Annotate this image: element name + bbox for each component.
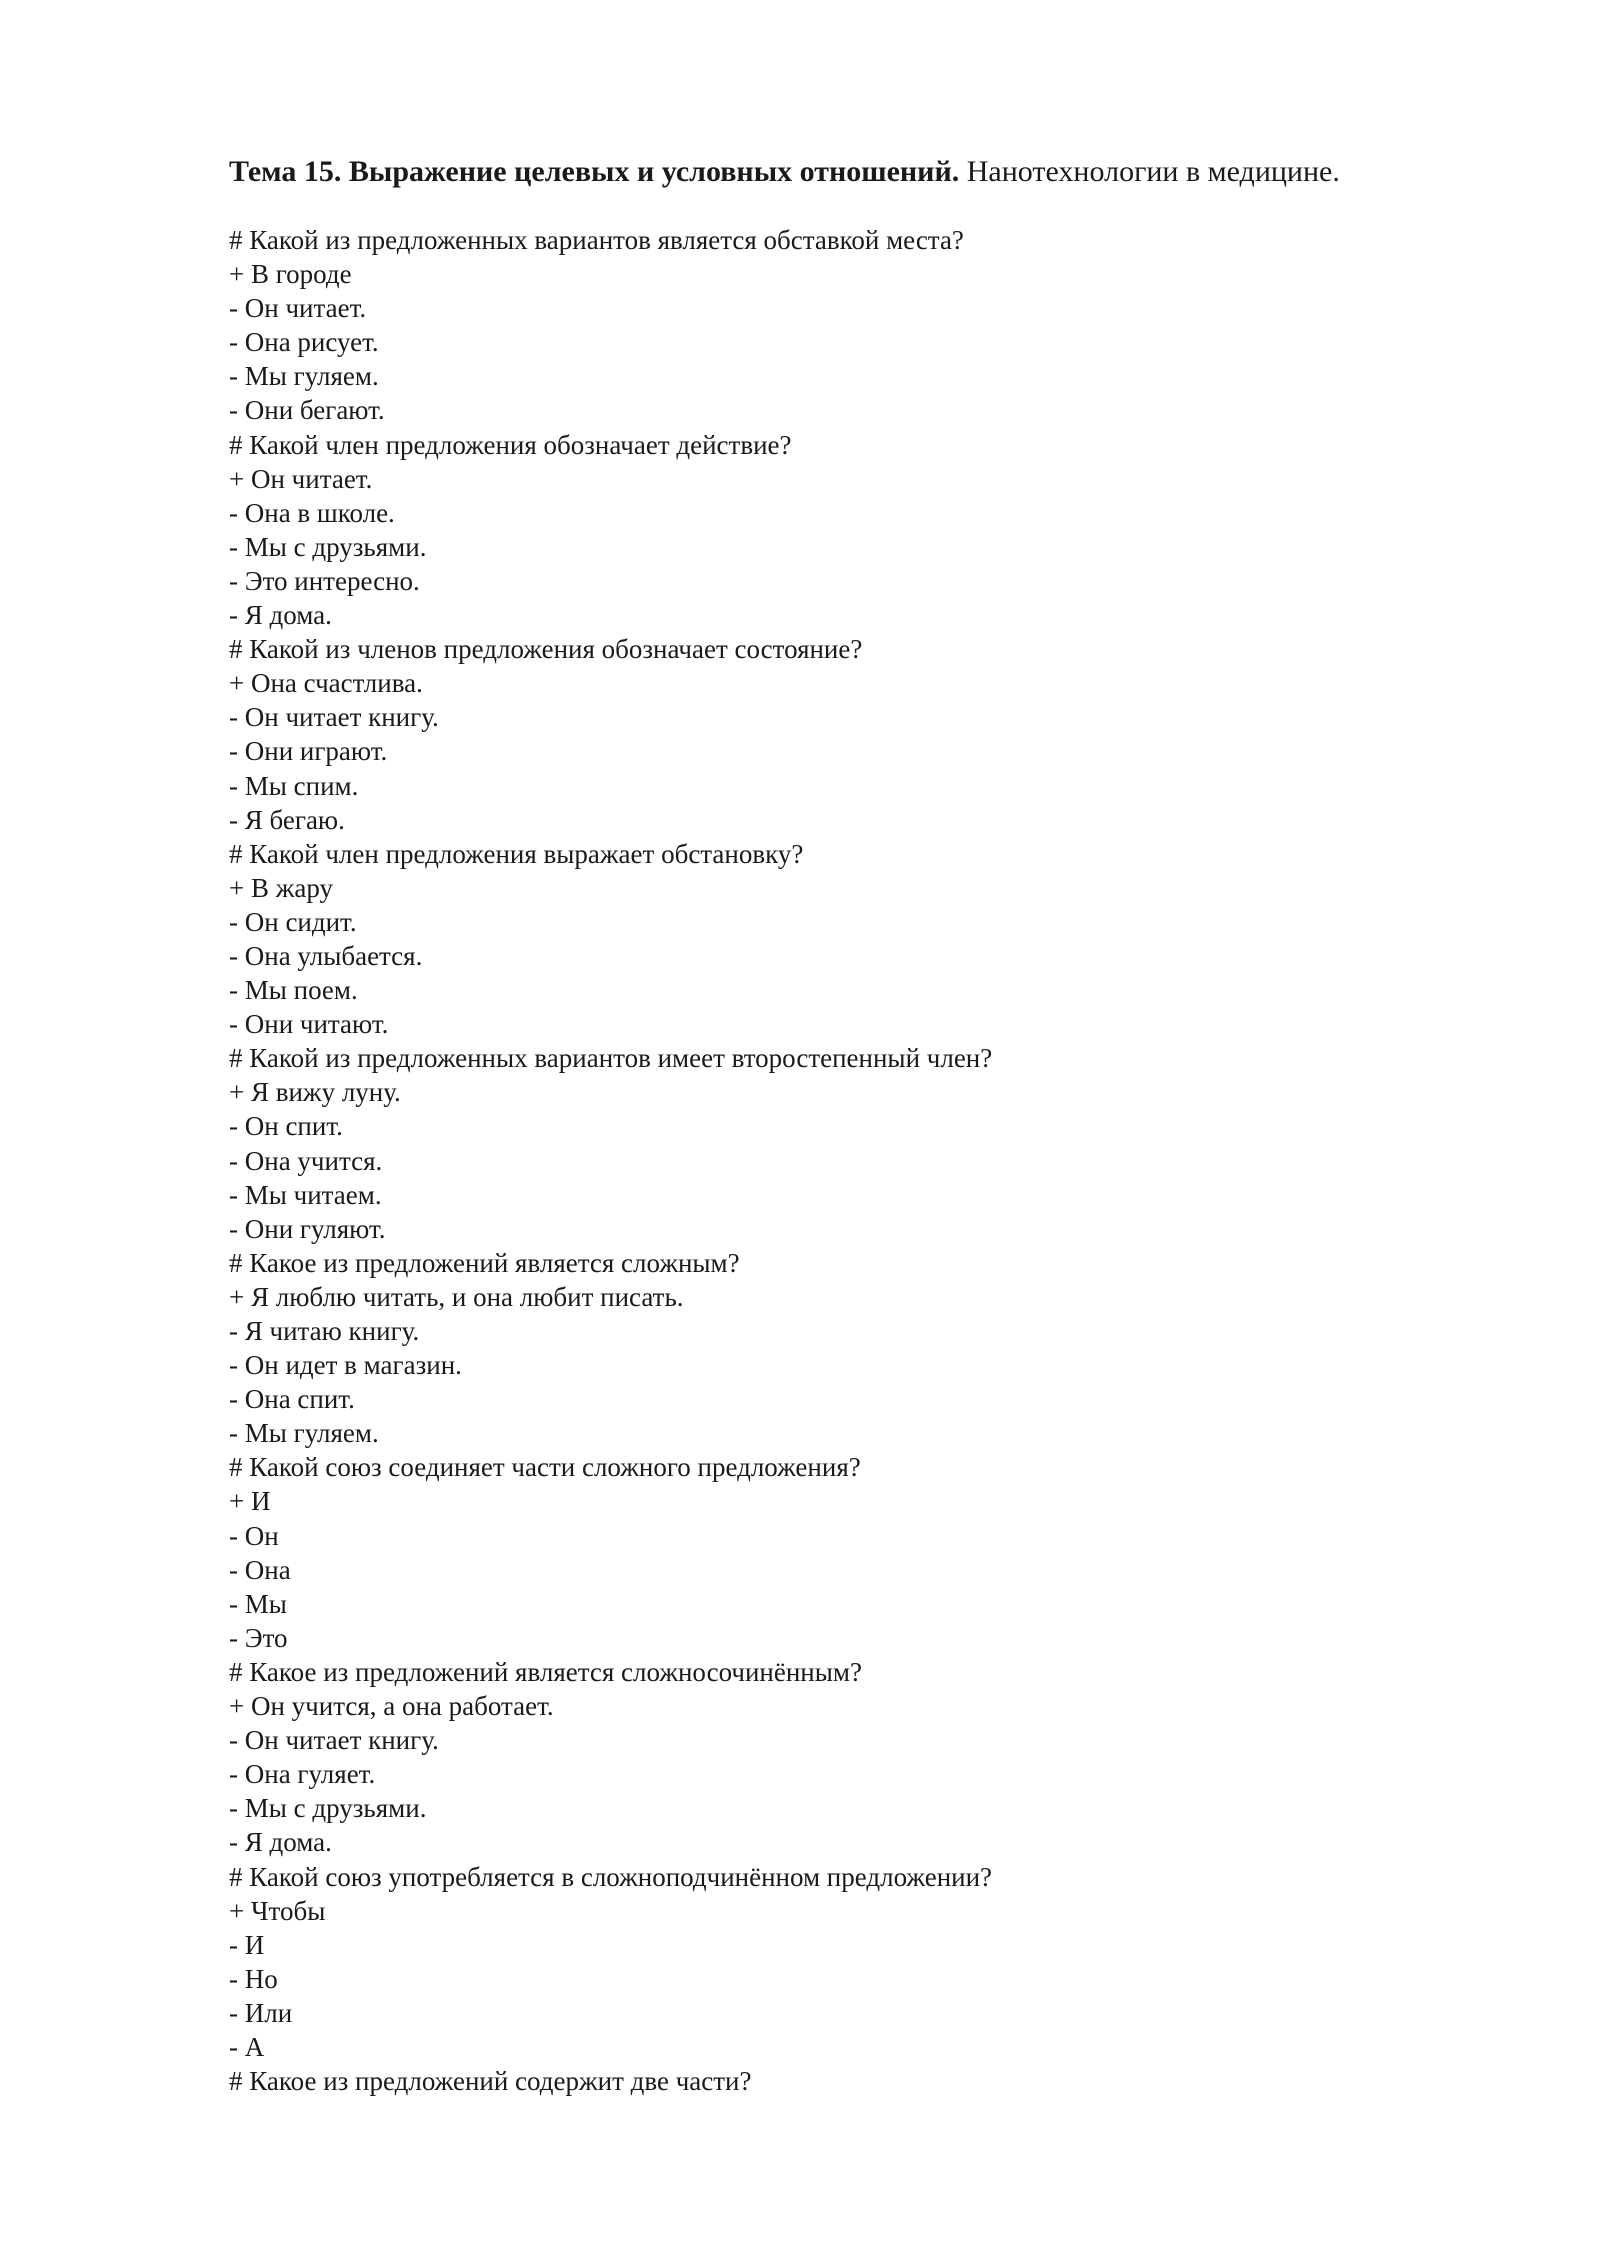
answer-option: - Я дома.	[229, 1827, 332, 1858]
answer-option: - Она	[229, 1554, 291, 1585]
answer-option: - Она спит.	[229, 1384, 355, 1415]
question-text: # Какое из предложений является сложносочинённым?	[229, 1656, 862, 1687]
answer-option: - А	[229, 2031, 265, 2062]
answer-option: - Или	[229, 1997, 293, 2028]
answer-option: - Но	[229, 1963, 278, 1994]
title-bold-part: Тема 15. Выражение целевых и условных отношений.	[229, 155, 960, 188]
question-text: # Какой член предложения выражает обстановку?	[229, 838, 804, 869]
answer-option: - Она рисует.	[229, 327, 379, 358]
question-text: # Какой член предложения обозначает действие?	[229, 429, 792, 460]
answer-option: - Они гуляют.	[229, 1213, 386, 1244]
answer-option: - Она улыбается.	[229, 940, 423, 971]
answer-option: - Мы с друзьями.	[229, 1793, 427, 1824]
answer-option: - Мы читаем.	[229, 1179, 382, 1210]
answer-option: - Он читает книгу.	[229, 702, 439, 733]
answer-option: - Мы с друзьями.	[229, 531, 427, 562]
answer-option: - Он сидит.	[229, 906, 357, 937]
answer-option: - Он	[229, 1520, 279, 1551]
answer-option: - Она учится.	[229, 1145, 383, 1176]
answer-option: - Я читаю книгу.	[229, 1316, 420, 1346]
question-text: # Какой союз употребляется в сложноподчинённом предложении?	[229, 1861, 993, 1892]
answer-option: + Он читает.	[229, 463, 373, 494]
answer-option: - Мы	[229, 1588, 287, 1619]
answer-option: - Я бегаю.	[229, 804, 345, 835]
answer-option: + Чтобы	[229, 1895, 326, 1926]
answer-option: - Это	[229, 1622, 288, 1653]
question-list	[229, 223, 1529, 2098]
question-text: # Какое из предложений содержит две части?	[229, 2066, 752, 2097]
question-text: # Какой из предложенных вариантов имеет второстепенный член?	[229, 1043, 993, 1074]
question-text: # Какой союз соединяет части сложного предложения?	[229, 1452, 861, 1483]
answer-option: - Мы поем.	[229, 975, 358, 1006]
answer-option: - Они читают.	[229, 1009, 389, 1040]
answer-option: - Мы спим.	[229, 770, 359, 801]
answer-option: - Они играют.	[229, 736, 388, 767]
question-text: # Какое из предложений является сложным?	[229, 1247, 740, 1278]
answer-option: - И	[229, 1929, 265, 1960]
document-title	[229, 150, 1569, 194]
answer-option: + Я люблю читать, и она любит писать.	[229, 1281, 684, 1312]
question-text: # Какой из членов предложения обозначает состояние?	[229, 634, 863, 665]
answer-option: - Мы гуляем.	[229, 361, 379, 392]
answer-option: - Я дома.	[229, 600, 332, 631]
question-text: # Какой из предложенных вариантов является обставкой места?	[229, 225, 964, 255]
answer-option: - Они бегают.	[229, 395, 385, 426]
answer-option: + Я вижу луну.	[229, 1077, 401, 1108]
answer-option: - Это интересно.	[229, 565, 420, 596]
answer-option: - Она в школе.	[229, 497, 395, 528]
answer-option: - Он идет в магазин.	[229, 1350, 462, 1381]
answer-option: + В жару	[229, 872, 334, 903]
title-normal-part: Нанотехнологии в медицине.	[959, 155, 1340, 188]
answer-option: - Она гуляет.	[229, 1759, 376, 1790]
answer-option: + Он учится, а она работает.	[229, 1691, 554, 1722]
answer-option: + В городе	[229, 259, 352, 290]
answer-option: + И	[229, 1486, 271, 1517]
answer-option: - Мы гуляем.	[229, 1418, 379, 1449]
answer-option: + Она счастлива.	[229, 668, 423, 699]
answer-option: - Он спит.	[229, 1111, 343, 1142]
answer-option: - Он читает книгу.	[229, 1725, 439, 1756]
answer-option: - Он читает.	[229, 293, 367, 324]
